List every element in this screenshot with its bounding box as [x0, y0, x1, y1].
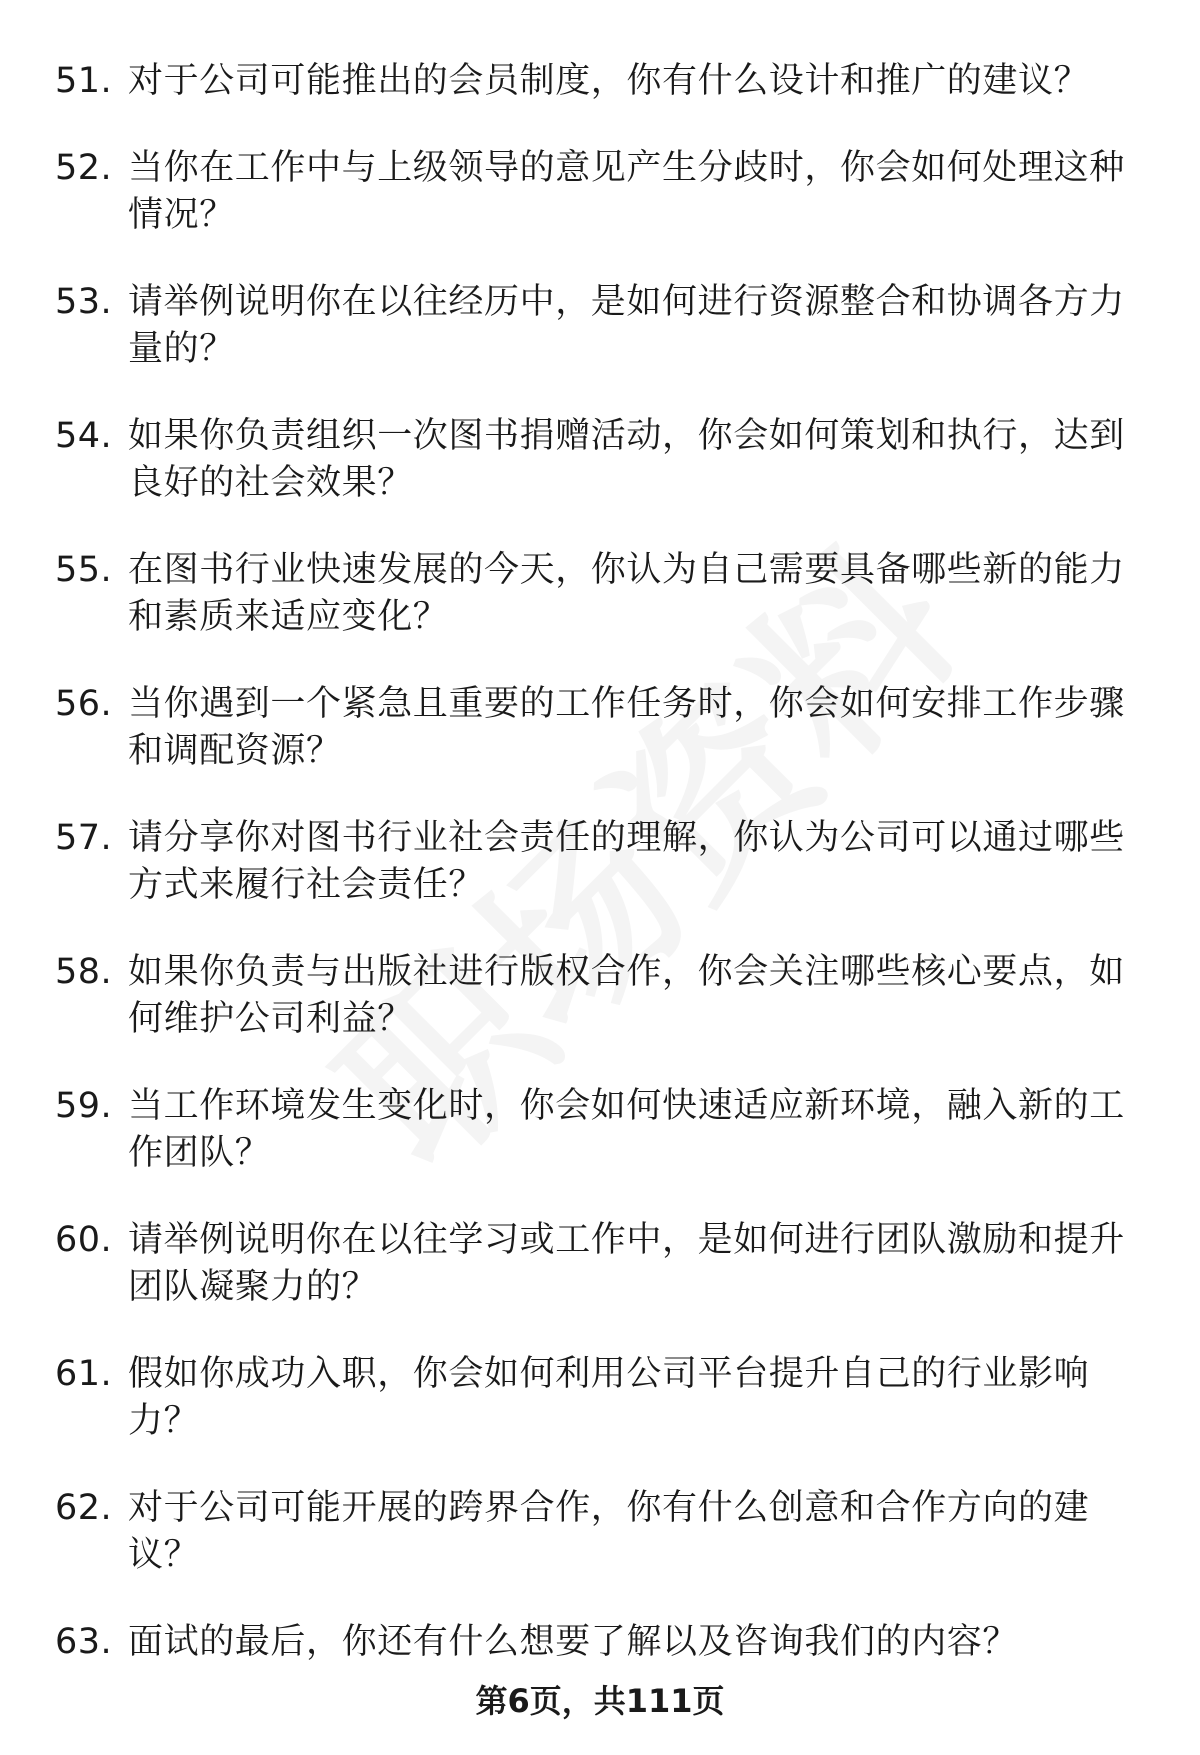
- question-number: 57.: [55, 818, 113, 858]
- question-item: [55, 58, 1145, 105]
- question-item: [55, 815, 1145, 909]
- question-text: 请举例说明你在以往学习或工作中，是如何进行团队激励和提升团队凝聚力的？: [128, 1220, 1125, 1307]
- question-text: 如果你负责组织一次图书捐赠活动，你会如何策划和执行，达到良好的社会效果？: [128, 416, 1125, 503]
- question-item: [55, 1485, 1145, 1579]
- question-item: [55, 1351, 1145, 1445]
- question-text: 当你在工作中与上级领导的意见产生分歧时，你会如何处理这种情况？: [128, 148, 1125, 235]
- question-item: [55, 1217, 1145, 1311]
- question-text: 面试的最后，你还有什么想要了解以及咨询我们的内容？: [128, 1622, 1019, 1662]
- question-text: 对于公司可能推出的会员制度，你有什么设计和推广的建议？: [128, 61, 1090, 101]
- question-number: 54.: [55, 416, 113, 456]
- question-list: [55, 58, 1145, 1706]
- question-number: 56.: [55, 684, 113, 724]
- question-text: 请分享你对图书行业社会责任的理解，你认为公司可以通过哪些方式来履行社会责任？: [128, 818, 1125, 905]
- question-text: 请举例说明你在以往经历中，是如何进行资源整合和协调各方力量的？: [128, 282, 1125, 369]
- question-item: [55, 949, 1145, 1043]
- question-item: [55, 681, 1145, 775]
- question-number: 58.: [55, 952, 113, 992]
- question-number: 53.: [55, 282, 113, 322]
- question-number: 52.: [55, 148, 113, 188]
- question-number: 62.: [55, 1488, 113, 1528]
- question-number: 60.: [55, 1220, 113, 1260]
- question-text: 对于公司可能开展的跨界合作，你有什么创意和合作方向的建议？: [128, 1488, 1090, 1575]
- question-number: 59.: [55, 1086, 113, 1126]
- question-text: 当工作环境发生变化时，你会如何快速适应新环境，融入新的工作团队？: [128, 1086, 1125, 1173]
- page-footer: 第6页，共111页: [475, 1682, 725, 1720]
- question-text: 如果你负责与出版社进行版权合作，你会关注哪些核心要点，如何维护公司利益？: [128, 952, 1125, 1039]
- question-item: [55, 547, 1145, 641]
- question-item: [55, 1619, 1145, 1666]
- question-text: 假如你成功入职，你会如何利用公司平台提升自己的行业影响力？: [128, 1354, 1090, 1441]
- question-number: 55.: [55, 550, 113, 590]
- question-item: [55, 279, 1145, 373]
- question-number: 63.: [55, 1622, 113, 1662]
- question-item: [55, 1083, 1145, 1177]
- question-text: 当你遇到一个紧急且重要的工作任务时，你会如何安排工作步骤和调配资源？: [128, 684, 1125, 771]
- question-number: 51.: [55, 61, 113, 101]
- question-text: 在图书行业快速发展的今天，你认为自己需要具备哪些新的能力和素质来适应变化？: [128, 550, 1125, 637]
- question-number: 61.: [55, 1354, 113, 1394]
- question-item: [55, 413, 1145, 507]
- question-item: [55, 145, 1145, 239]
